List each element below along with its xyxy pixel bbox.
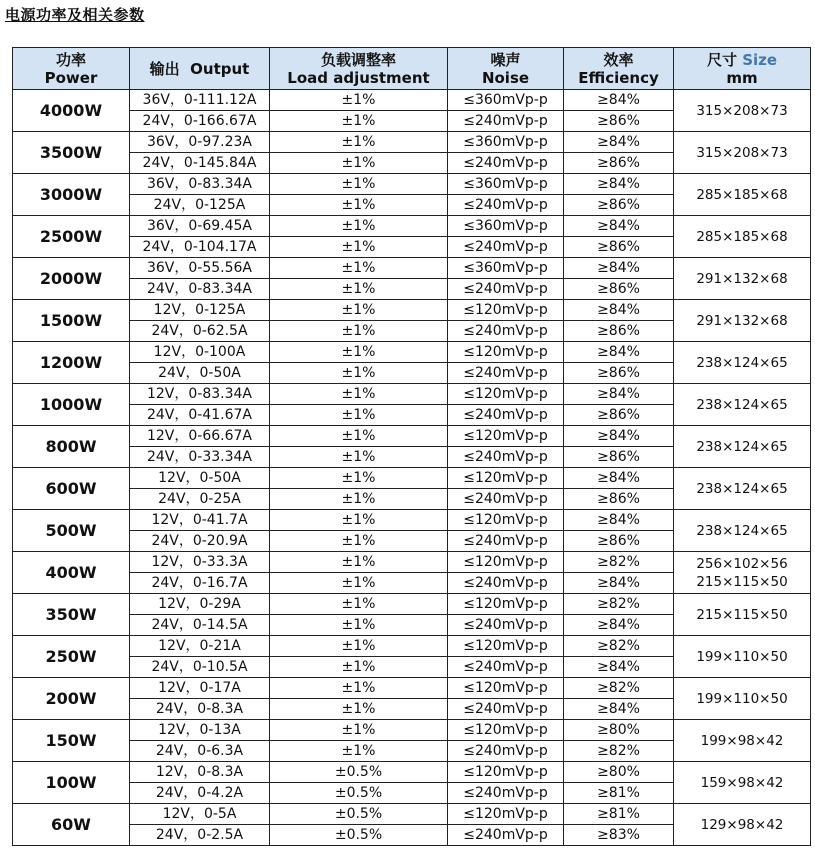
efficiency-cell: ≥80% [564,720,674,741]
load-adjustment-cell: ±0.5% [270,783,448,804]
output-cell: 36V，0-111.12A [130,90,270,111]
noise-cell: ≤240mVp-p [448,783,564,804]
output-cell: 12V，0-100A [130,342,270,363]
size-value: 215×115×50 [696,606,788,623]
table-row [13,594,811,615]
efficiency-cell: ≥86% [564,279,674,300]
power-cell: 150W [13,720,130,762]
load-adjustment-cell: ±1% [270,405,448,426]
size-cell [674,636,811,678]
table-row [13,216,811,237]
size-value: 285×185×68 [696,186,788,203]
size-cell [674,552,811,594]
page-title: 电源功率及相关参数 [5,6,145,24]
noise-cell: ≤240mVp-p [448,699,564,720]
spec-table [12,47,811,846]
load-adjustment-cell: ±1% [270,300,448,321]
power-cell: 4000W [13,90,130,132]
size-cell [674,468,811,510]
header-load [270,48,448,90]
size-cell [674,720,811,762]
load-adjustment-cell: ±1% [270,153,448,174]
noise-cell: ≤120mVp-p [448,678,564,699]
noise-cell: ≤120mVp-p [448,426,564,447]
load-adjustment-cell: ±1% [270,699,448,720]
output-cell: 12V，0-66.67A [130,426,270,447]
size-cell [674,384,811,426]
size-cell [674,132,811,174]
size-value: 285×185×68 [696,228,788,245]
efficiency-cell: ≥86% [564,153,674,174]
load-adjustment-cell: ±1% [270,384,448,405]
power-cell: 2000W [13,258,130,300]
efficiency-cell: ≥84% [564,426,674,447]
noise-cell: ≤120mVp-p [448,384,564,405]
size-cell [674,258,811,300]
header-efficiency-en: Efficiency [578,68,659,87]
header-power-cn: 功率 [55,50,86,69]
output-cell: 12V，0-83.34A [130,384,270,405]
table-row [13,636,811,657]
noise-cell: ≤120mVp-p [448,720,564,741]
table-row [13,384,811,405]
efficiency-cell: ≥81% [564,804,674,825]
output-cell: 12V，0-21A [130,636,270,657]
power-cell: 3000W [13,174,130,216]
table-row [13,426,811,447]
noise-cell: ≤240mVp-p [448,321,564,342]
size-value: 129×98×42 [700,816,784,833]
table-row [13,90,811,111]
noise-cell: ≤240mVp-p [448,195,564,216]
noise-cell: ≤240mVp-p [448,531,564,552]
output-cell: 12V，0-13A [130,720,270,741]
output-cell: 12V，0-8.3A [130,762,270,783]
load-adjustment-cell: ±1% [270,489,448,510]
output-cell: 24V，0-6.3A [130,741,270,762]
output-cell: 24V，0-25A [130,489,270,510]
noise-cell: ≤120mVp-p [448,804,564,825]
load-adjustment-cell: ±1% [270,279,448,300]
size-value: 315×208×73 [696,144,788,161]
power-cell: 100W [13,762,130,804]
size-cell [674,594,811,636]
efficiency-cell: ≥84% [564,216,674,237]
load-adjustment-cell: ±1% [270,132,448,153]
noise-cell: ≤240mVp-p [448,825,564,846]
load-adjustment-cell: ±1% [270,342,448,363]
noise-cell: ≤360mVp-p [448,216,564,237]
output-cell: 24V，0-10.5A [130,657,270,678]
efficiency-cell: ≥86% [564,363,674,384]
header-size [674,48,811,90]
load-adjustment-cell: ±1% [270,174,448,195]
efficiency-cell: ≥81% [564,783,674,804]
noise-cell: ≤120mVp-p [448,762,564,783]
output-cell: 24V，0-166.67A [130,111,270,132]
table-row [13,720,811,741]
header-size-en: Size [742,50,778,69]
power-cell: 600W [13,468,130,510]
size-value: 291×132×68 [696,270,788,287]
power-cell: 3500W [13,132,130,174]
output-cell: 36V，0-83.34A [130,174,270,195]
load-adjustment-cell: ±1% [270,111,448,132]
efficiency-cell: ≥84% [564,573,674,594]
load-adjustment-cell: ±0.5% [270,762,448,783]
noise-cell: ≤240mVp-p [448,279,564,300]
power-cell: 500W [13,510,130,552]
efficiency-cell: ≥82% [564,552,674,573]
size-cell [674,678,811,720]
header-efficiency-cn: 效率 [603,50,634,69]
efficiency-cell: ≥86% [564,111,674,132]
header-size-cn: 尺寸 [706,50,737,69]
output-cell: 24V，0-62.5A [130,321,270,342]
output-cell: 12V，0-125A [130,300,270,321]
size-value: 199×110×50 [696,690,788,707]
noise-cell: ≤120mVp-p [448,552,564,573]
output-cell: 24V，0-16.7A [130,573,270,594]
output-cell: 36V，0-55.56A [130,258,270,279]
noise-cell: ≤360mVp-p [448,174,564,195]
output-cell: 24V，0-125A [130,195,270,216]
efficiency-cell: ≥84% [564,258,674,279]
output-cell: 12V，0-41.7A [130,510,270,531]
table-row [13,342,811,363]
size-value: 256×102×56 [696,555,788,572]
size-value: 199×98×42 [700,732,784,749]
power-cell: 350W [13,594,130,636]
table-row [13,258,811,279]
noise-cell: ≤240mVp-p [448,489,564,510]
efficiency-cell: ≥86% [564,531,674,552]
noise-cell: ≤240mVp-p [448,741,564,762]
output-cell: 36V，0-97.23A [130,132,270,153]
power-cell: 1000W [13,384,130,426]
efficiency-cell: ≥84% [564,90,674,111]
power-cell: 60W [13,804,130,846]
table-row [13,510,811,531]
header-power [13,48,130,90]
power-cell: 1200W [13,342,130,384]
power-cell: 1500W [13,300,130,342]
size-value: 315×208×73 [696,102,788,119]
header-efficiency [564,48,674,90]
noise-cell: ≤240mVp-p [448,447,564,468]
output-cell: 24V，0-50A [130,363,270,384]
output-cell: 24V，0-14.5A [130,615,270,636]
output-cell: 12V，0-29A [130,594,270,615]
efficiency-cell: ≥84% [564,132,674,153]
load-adjustment-cell: ±1% [270,426,448,447]
header-output-en: Output [190,59,250,78]
efficiency-cell: ≥84% [564,657,674,678]
output-cell: 24V，0-41.67A [130,405,270,426]
noise-cell: ≤240mVp-p [448,363,564,384]
table-row [13,174,811,195]
table-row [13,300,811,321]
efficiency-cell: ≥84% [564,342,674,363]
size-cell [674,300,811,342]
noise-cell: ≤120mVp-p [448,636,564,657]
efficiency-cell: ≥86% [564,237,674,258]
efficiency-cell: ≥86% [564,489,674,510]
header-noise [448,48,564,90]
size-cell [674,174,811,216]
noise-cell: ≤240mVp-p [448,405,564,426]
efficiency-cell: ≥84% [564,699,674,720]
load-adjustment-cell: ±1% [270,720,448,741]
efficiency-cell: ≥82% [564,594,674,615]
efficiency-cell: ≥83% [564,825,674,846]
noise-cell: ≤120mVp-p [448,300,564,321]
load-adjustment-cell: ±1% [270,237,448,258]
efficiency-cell: ≥84% [564,615,674,636]
load-adjustment-cell: ±1% [270,216,448,237]
size-cell [674,804,811,846]
size-value: 291×132×68 [696,312,788,329]
load-adjustment-cell: ±1% [270,468,448,489]
noise-cell: ≤360mVp-p [448,90,564,111]
output-cell: 12V，0-17A [130,678,270,699]
efficiency-cell: ≥86% [564,195,674,216]
size-value: 238×124×65 [696,438,788,455]
output-cell: 24V，0-2.5A [130,825,270,846]
efficiency-cell: ≥84% [564,300,674,321]
power-cell: 200W [13,678,130,720]
noise-cell: ≤240mVp-p [448,657,564,678]
efficiency-cell: ≥86% [564,321,674,342]
noise-cell: ≤120mVp-p [448,468,564,489]
size-cell [674,426,811,468]
noise-cell: ≤240mVp-p [448,153,564,174]
power-cell: 2500W [13,216,130,258]
header-noise-cn: 噪声 [490,50,521,69]
size-value: 238×124×65 [696,480,788,497]
load-adjustment-cell: ±1% [270,321,448,342]
table-row [13,468,811,489]
efficiency-cell: ≥86% [564,447,674,468]
load-adjustment-cell: ±1% [270,657,448,678]
output-cell: 24V，0-20.9A [130,531,270,552]
noise-cell: ≤240mVp-p [448,111,564,132]
header-output-cn: 输出 [149,59,180,78]
efficiency-cell: ≥82% [564,678,674,699]
size-cell [674,762,811,804]
noise-cell: ≤240mVp-p [448,237,564,258]
load-adjustment-cell: ±1% [270,678,448,699]
load-adjustment-cell: ±0.5% [270,825,448,846]
output-cell: 24V，0-83.34A [130,279,270,300]
table-row [13,678,811,699]
size-value: 238×124×65 [696,396,788,413]
table-header-row [13,48,811,90]
noise-cell: ≤360mVp-p [448,258,564,279]
output-cell: 24V，0-4.2A [130,783,270,804]
load-adjustment-cell: ±1% [270,258,448,279]
size-cell [674,216,811,258]
output-cell: 36V，0-69.45A [130,216,270,237]
load-adjustment-cell: ±1% [270,510,448,531]
load-adjustment-cell: ±1% [270,594,448,615]
output-cell: 24V，0-8.3A [130,699,270,720]
load-adjustment-cell: ±1% [270,90,448,111]
table-row [13,804,811,825]
size-cell [674,342,811,384]
efficiency-cell: ≥84% [564,384,674,405]
load-adjustment-cell: ±1% [270,363,448,384]
load-adjustment-cell: ±1% [270,741,448,762]
efficiency-cell: ≥86% [564,405,674,426]
header-size-unit: mm [726,68,758,87]
efficiency-cell: ≥80% [564,762,674,783]
efficiency-cell: ≥82% [564,636,674,657]
load-adjustment-cell: ±1% [270,636,448,657]
table-row [13,132,811,153]
header-output [130,48,270,90]
load-adjustment-cell: ±1% [270,447,448,468]
table-row [13,552,811,573]
table-row [13,762,811,783]
size-value: 159×98×42 [700,774,784,791]
load-adjustment-cell: ±1% [270,195,448,216]
noise-cell: ≤120mVp-p [448,342,564,363]
efficiency-cell: ≥84% [564,468,674,489]
power-cell: 400W [13,552,130,594]
header-noise-en: Noise [481,68,530,87]
output-cell: 12V，0-33.3A [130,552,270,573]
noise-cell: ≤120mVp-p [448,594,564,615]
header-load-cn: 负载调整率 [320,50,396,69]
output-cell: 24V，0-145.84A [130,153,270,174]
efficiency-cell: ≥82% [564,741,674,762]
header-load-en: Load adjustment [287,68,430,87]
efficiency-cell: ≥84% [564,510,674,531]
load-adjustment-cell: ±0.5% [270,804,448,825]
load-adjustment-cell: ±1% [270,531,448,552]
load-adjustment-cell: ±1% [270,573,448,594]
size-value: 238×124×65 [696,522,788,539]
output-cell: 12V，0-5A [130,804,270,825]
size-value: 238×124×65 [696,354,788,371]
header-power-en: Power [44,68,98,87]
table-body [13,90,811,846]
load-adjustment-cell: ±1% [270,552,448,573]
output-cell: 12V，0-50A [130,468,270,489]
load-adjustment-cell: ±1% [270,615,448,636]
size-value: 199×110×50 [696,648,788,665]
noise-cell: ≤240mVp-p [448,573,564,594]
output-cell: 24V，0-33.34A [130,447,270,468]
efficiency-cell: ≥84% [564,174,674,195]
noise-cell: ≤240mVp-p [448,615,564,636]
power-cell: 250W [13,636,130,678]
size-value: 215×115×50 [696,573,788,590]
power-cell: 800W [13,426,130,468]
noise-cell: ≤120mVp-p [448,510,564,531]
size-cell [674,90,811,132]
noise-cell: ≤360mVp-p [448,132,564,153]
size-cell [674,510,811,552]
output-cell: 24V，0-104.17A [130,237,270,258]
